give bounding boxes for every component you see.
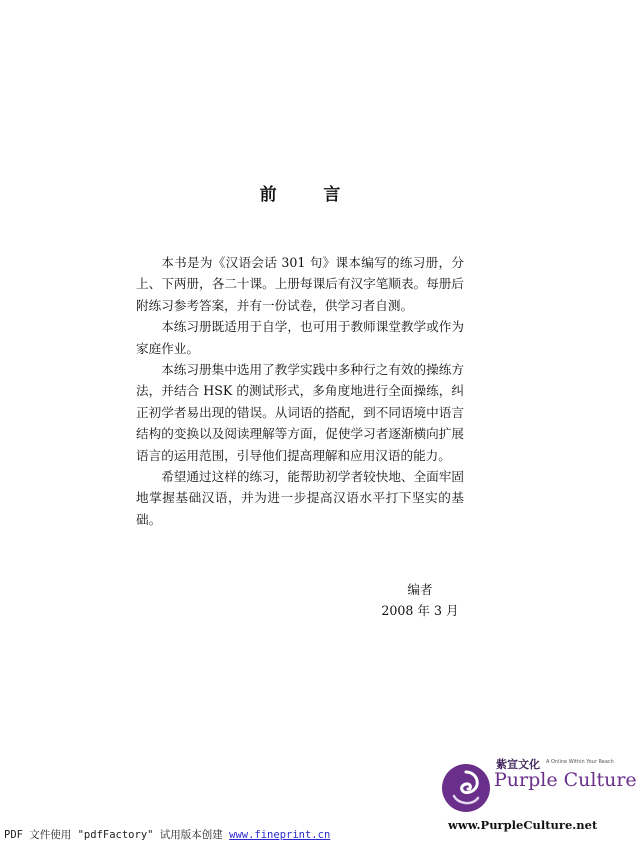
paragraph: 希望通过这样的练习，能帮助初学者较快地、全面牢固地掌握基础汉语，并为进一步提高汉语水平打下坚实的基础。	[136, 469, 464, 527]
logo-url: www.PurpleCulture.net	[448, 818, 598, 832]
fineprint-link[interactable]: www.fineprint.cn	[229, 829, 331, 841]
swirl-seal-icon	[440, 762, 492, 814]
preface-body	[136, 252, 464, 530]
logo-chinese-name: 紫宣文化	[496, 758, 540, 771]
purple-culture-logo	[432, 756, 637, 836]
pdf-footer	[4, 827, 330, 842]
footer-text: PDF 文件使用 "pdfFactory" 试用版本创建	[4, 829, 223, 841]
signature-author: 编者	[407, 582, 433, 597]
page-title: 前 言	[259, 185, 361, 205]
signature-block	[372, 579, 468, 621]
paragraph: 本练习册集中选用了教学实践中多种行之有效的操练方法，并结合 HSK 的测试形式，多角度地进行全面操练，纠正初学者易出现的错误。从词语的搭配，到不同语境中语言结构的变换以及阅读理解等方面，促使学习者逐渐横向扩展语言的运用范围，引导他们提高理解和应用汉语的能力。	[136, 362, 464, 463]
logo-tagline: A Online Within Your Reach	[546, 759, 614, 765]
signature-date: 2008 年 3 月	[381, 603, 459, 618]
paragraph: 本书是为《汉语会话 301 句》课本编写的练习册，分上、下两册，各二十课。上册每课后有汉字笔顺表。每册后附练习参考答案，并有一份试卷，供学习者自测。	[136, 255, 464, 313]
paragraph: 本练习册既适用于自学，也可用于教师课堂教学或作为家庭作业。	[136, 319, 464, 356]
logo-brand-name: Purple Culture	[494, 769, 637, 791]
